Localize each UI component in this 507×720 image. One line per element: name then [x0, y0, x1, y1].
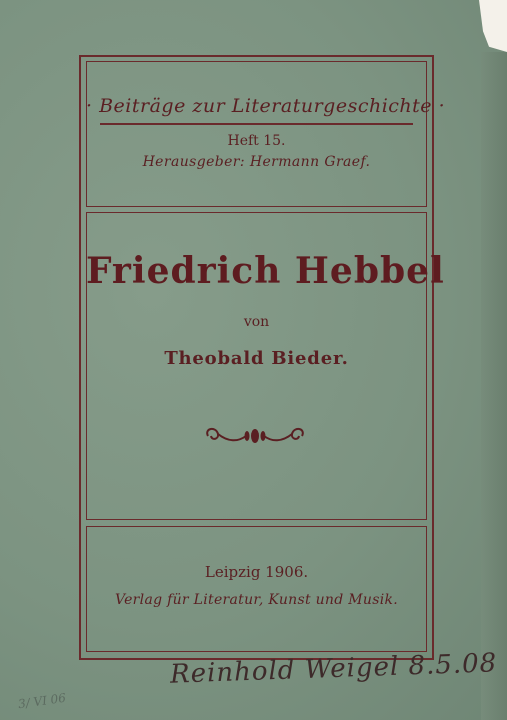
imprint-panel — [86, 526, 427, 652]
book-title: Friedrich Hebbel — [86, 250, 445, 292]
cover-edge — [481, 52, 507, 720]
publisher-line: Verlag für Literatur, Kunst und Musik. — [114, 592, 399, 608]
pencil-note: 3/ VI 06 — [17, 690, 67, 712]
issue-number: Heft 15. — [227, 133, 286, 149]
by-line: von — [243, 314, 270, 330]
handwritten-signature: Reinhold Weigel 8.5.08 — [169, 648, 498, 690]
editor-line: Herausgeber: Hermann Graef. — [142, 154, 371, 170]
series-title: · Beiträge zur Literaturgeschichte · — [86, 95, 446, 117]
place-year: Leipzig 1906. — [204, 563, 309, 581]
author-name: Theobald Bieder. — [164, 348, 349, 369]
ornament-icon — [200, 424, 310, 448]
series-rule — [100, 123, 413, 125]
